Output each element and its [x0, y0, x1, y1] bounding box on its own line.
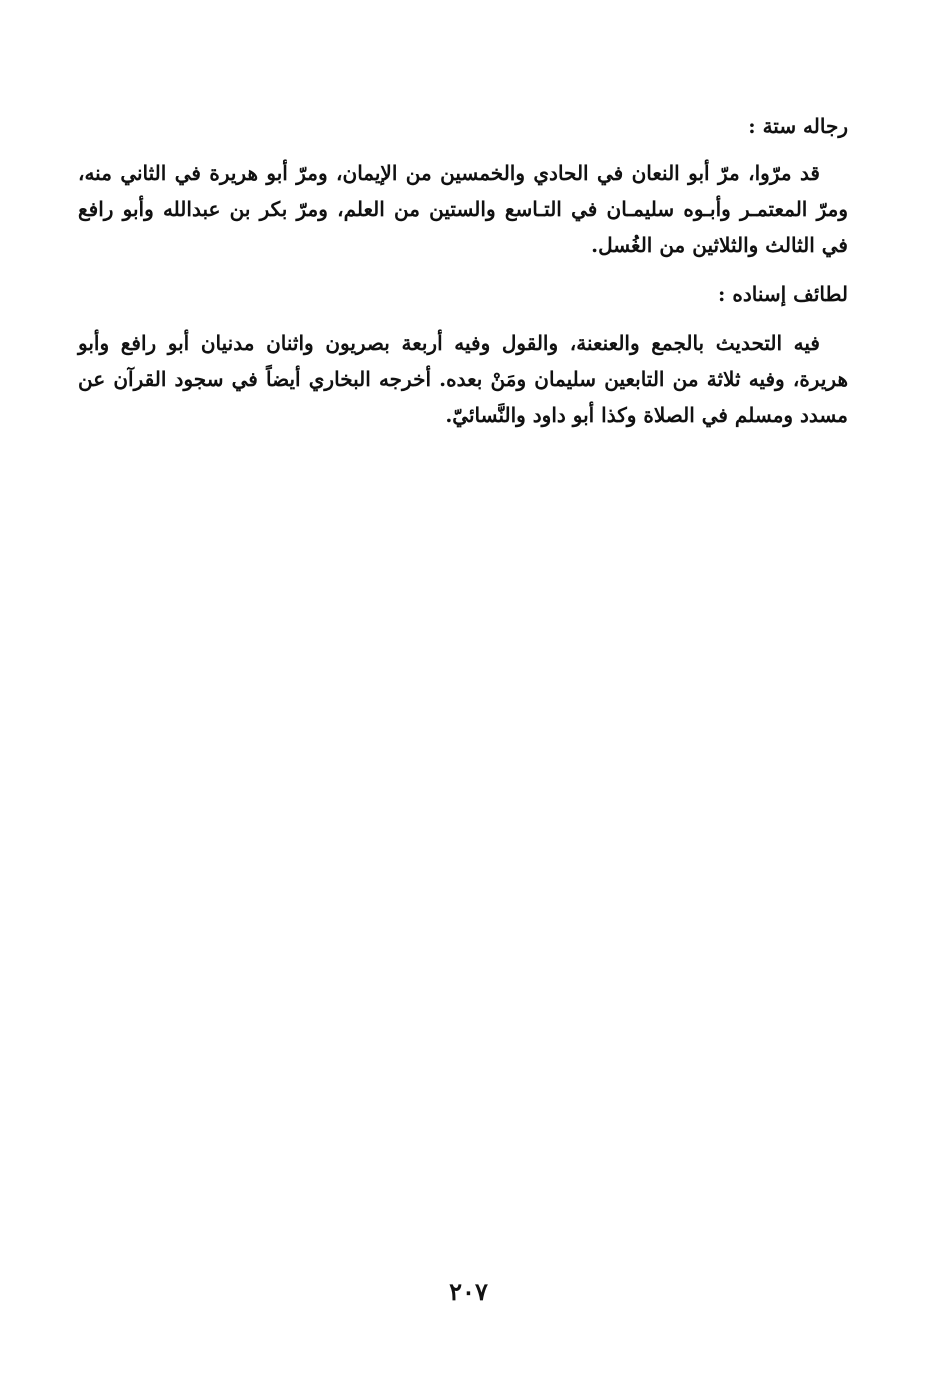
section-heading-narrators: رجاله ستة :: [748, 114, 848, 138]
section-heading-isnad-subtleties: لطائف إسناده :: [718, 282, 848, 306]
page-number: ٢٠٧: [449, 1277, 488, 1306]
section-paragraph-isnad-subtleties: فيه التحديث بالجمع والعنعنة، والقول وفيه أربعة بصريون واثنان مدنيان أبو رافع وأبو هريرة، وفيه ثلاثة من التابعين سليمان ومَنْ بعده. أخرجه البخاري أيضاً في سجود القرآن عن مسدد ومسلم في الصلاة وكذا أبو داود والنَّسائيّ.: [78, 331, 848, 427]
section-paragraph-narrators: قد مرّوا، مرّ أبو النعان في الحادي والخمسين من الإيمان، ومرّ أبو هريرة في الثاني منه، ومرّ المعتمـر وأبـوه سليمـان في التـاسع والستين من العلم، ومرّ بكر بن عبدالله وأبو رافع في الثالث والثلاثين من الغُسل.: [78, 161, 848, 257]
